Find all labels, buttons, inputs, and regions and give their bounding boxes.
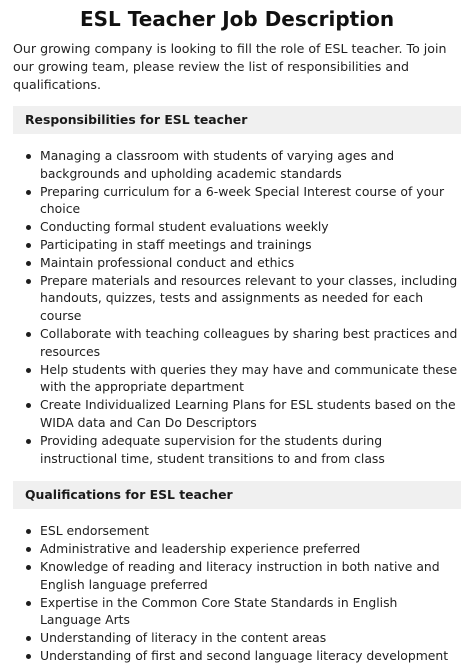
list-item-text: Participating in staff meetings and trainings	[40, 236, 312, 252]
intro-paragraph: Our growing company is looking to fill the role of ESL teacher. To join our growing team, please review the list of responsibilities and qualifications.	[13, 41, 447, 92]
list-item	[23, 183, 461, 219]
list-item	[23, 325, 461, 361]
bullet-icon	[26, 154, 31, 159]
list-item-text: Maintain professional conduct and ethics	[40, 254, 295, 270]
list-item-text: Expertise in the Common Core State Standards in English Language Arts	[40, 594, 398, 628]
list-item-text: Help students with queries they may have and communicate these with the appropriate department	[40, 361, 458, 395]
list-item	[23, 647, 461, 665]
responsibilities-heading: Responsibilities for ESL teacher	[13, 106, 461, 134]
list-item-text: Understanding of first and second language literacy development	[40, 647, 449, 663]
bullet-icon	[26, 190, 31, 195]
list-item-text: Understanding of literacy in the content areas	[40, 630, 327, 646]
list-item-text: Providing adequate supervision for the students during instructional time, student transitions to and from class	[40, 432, 385, 466]
bullet-icon	[26, 332, 31, 337]
bullet-icon	[26, 654, 31, 659]
list-item	[23, 218, 461, 236]
list-item-text: Preparing curriculum for a 6-week Special Interest course of your choice	[40, 183, 445, 217]
list-item	[23, 432, 461, 468]
list-item	[23, 361, 461, 397]
bullet-icon	[26, 439, 31, 444]
bullet-icon	[26, 403, 31, 408]
bullet-icon	[26, 279, 31, 284]
list-item-text: Managing a classroom with students of varying ages and backgrounds and upholding academic standards	[40, 148, 395, 181]
list-item	[23, 396, 461, 432]
list-item	[23, 522, 461, 540]
bullet-icon	[26, 636, 31, 641]
list-item	[23, 629, 461, 647]
bullet-icon	[26, 601, 31, 606]
list-item-text: Collaborate with teaching colleagues by sharing best practices and resources	[40, 325, 458, 359]
list-item-text: Knowledge of reading and literacy instruction in both native and English language preferred	[40, 558, 440, 592]
list-item-text: Conducting formal student evaluations weekly	[40, 219, 329, 235]
list-item	[23, 254, 461, 272]
bullet-icon	[26, 547, 31, 552]
list-item	[23, 594, 461, 630]
list-item	[23, 147, 461, 183]
list-item	[23, 558, 461, 594]
bullet-icon	[26, 368, 31, 373]
list-item	[23, 272, 461, 325]
list-item	[23, 236, 461, 254]
bullet-icon	[26, 529, 31, 534]
list-item-text: Create Individualized Learning Plans for ESL students based on the WIDA data and Can Do Descriptors	[40, 397, 456, 430]
bullet-icon	[26, 565, 31, 570]
qualifications-heading: Qualifications for ESL teacher	[13, 481, 461, 509]
bullet-icon	[26, 225, 31, 230]
bullet-icon	[26, 261, 31, 266]
qualifications-list	[13, 522, 461, 664]
list-item-text: Prepare materials and resources relevant to your classes, including handouts, quizzes, tests and assignments as needed for each course	[40, 272, 458, 324]
responsibilities-list	[13, 147, 461, 467]
list-item-text: ESL endorsement	[40, 523, 150, 539]
list-item-text: Administrative and leadership experience preferred	[40, 541, 361, 557]
list-item	[23, 540, 461, 558]
bullet-icon	[26, 243, 31, 248]
page-title: ESL Teacher Job Description	[79, 7, 395, 31]
